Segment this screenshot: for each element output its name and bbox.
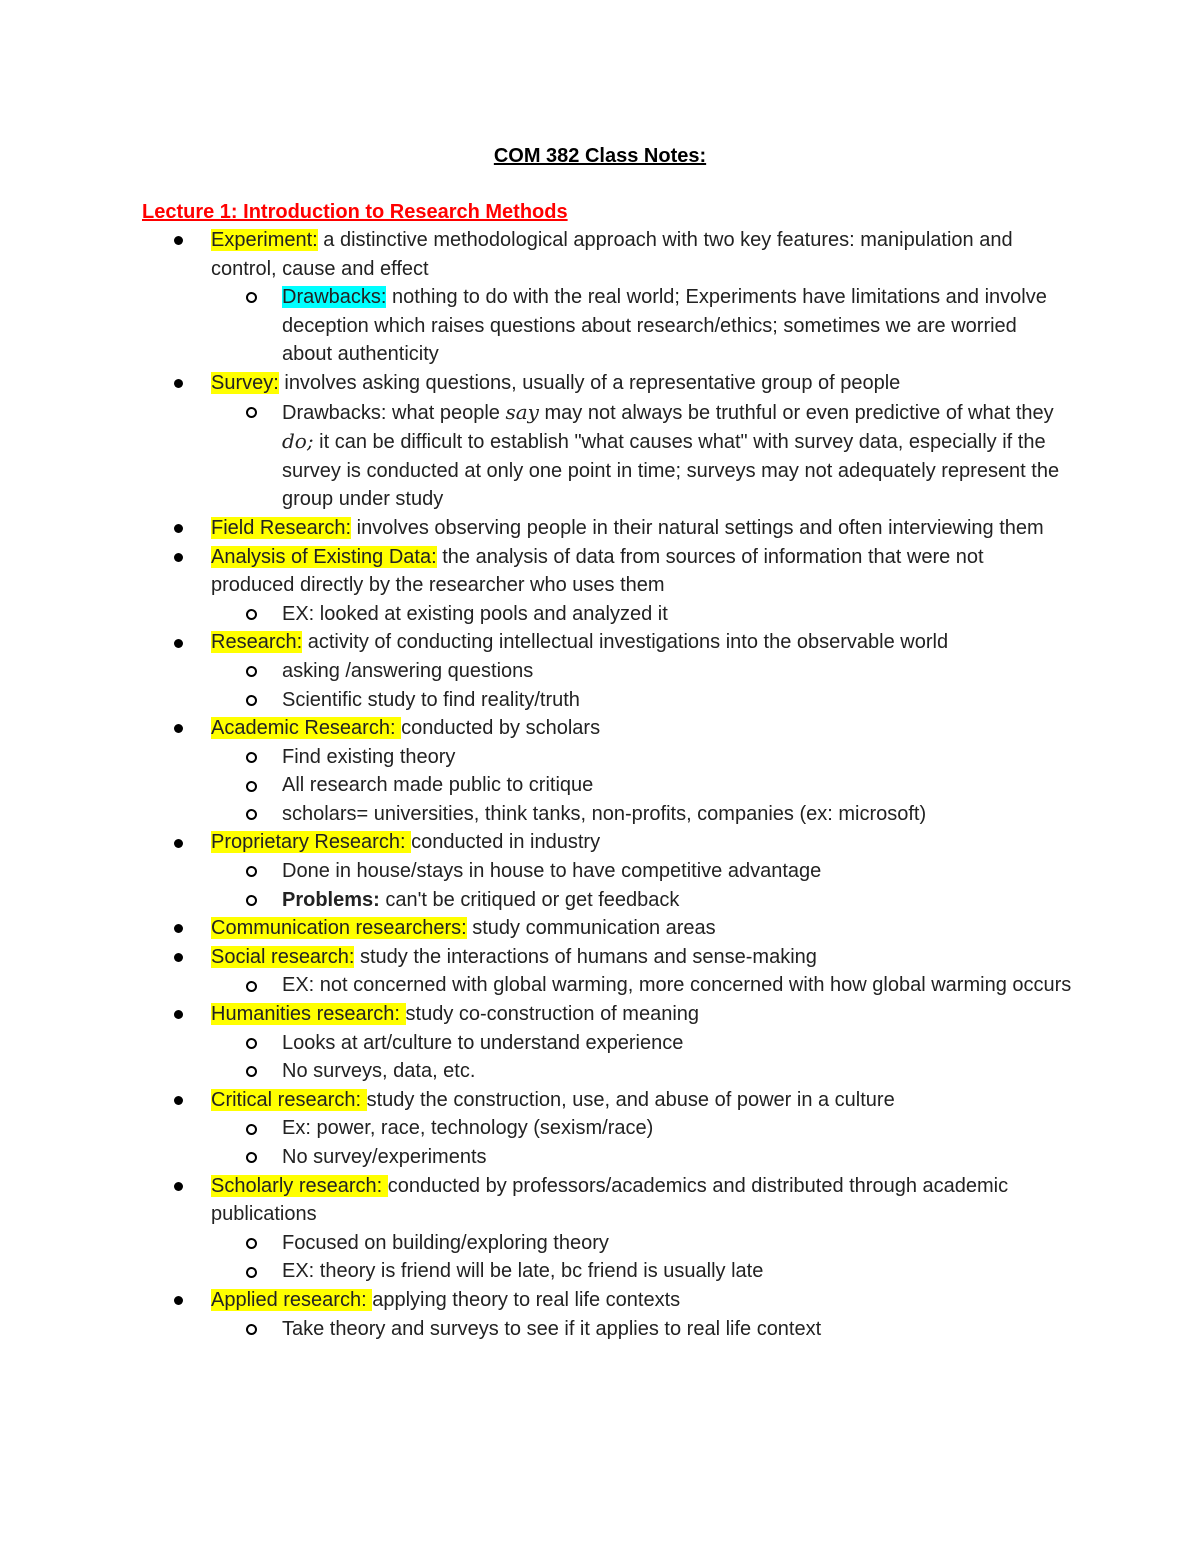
hollow-bullet-icon (246, 1114, 257, 1143)
item-text: applying theory to real life contexts (372, 1288, 681, 1311)
hollow-bullet-icon (246, 600, 257, 629)
bullet-item (0, 1086, 1071, 1115)
bullet-item (0, 914, 1071, 943)
item-text: conducted in industry (411, 831, 601, 854)
item-text: involves asking questions, usually of a representative group of people (278, 371, 901, 394)
item-text: may not always be truthful or even predictive of what they (538, 401, 1054, 424)
term-highlight: Drawbacks: (282, 286, 387, 309)
item-text: can't be critiqued or get feedback (379, 888, 680, 911)
item-text: EX: looked at existing pools and analyzed it (282, 602, 668, 625)
emphasis-text: do; (282, 429, 314, 454)
bullet-item (0, 1172, 1071, 1229)
sub-bullet-item (0, 743, 1072, 772)
bullet-item (0, 714, 1071, 743)
hollow-bullet-icon (246, 1229, 257, 1258)
filled-bullet-icon (174, 514, 183, 543)
sub-bullet-item (0, 771, 1072, 800)
item-text: it can be difficult to establish "what causes what" with survey data, especially if the survey is conducted at only one point in time; surveys may not adequately represent the group under study (282, 431, 1060, 511)
filled-bullet-icon (174, 1172, 183, 1201)
sub-bullet-item (0, 1057, 1072, 1086)
sub-bullet-item (0, 600, 1072, 629)
item-text: Take theory and surveys to see if it applies to real life context (282, 1317, 822, 1340)
item-text: asking /answering questions (282, 659, 534, 682)
hollow-bullet-icon (246, 886, 257, 915)
item-text: scholars= universities, think tanks, non-profits, companies (ex: microsoft) (282, 802, 927, 825)
item-text: study the interactions of humans and sense-making (354, 945, 817, 968)
item-text: All research made public to critique (282, 774, 594, 797)
sub-bullet-item (0, 1114, 1072, 1143)
term-highlight: Research: (211, 631, 303, 654)
sub-bullet-item (0, 1143, 1072, 1172)
hollow-bullet-icon (246, 283, 257, 312)
filled-bullet-icon (174, 226, 183, 255)
bold-label: Problems: (282, 888, 380, 911)
term-highlight: Survey: (211, 371, 279, 394)
item-text: No surveys, data, etc. (282, 1060, 476, 1083)
item-text: nothing to do with the real world; Experiments have limitations and involve deception which raises questions about research/ethics; sometimes we are worried about authenticity (282, 286, 1047, 366)
sub-bullet-item (0, 686, 1072, 715)
term-highlight: Proprietary Research: (211, 831, 412, 854)
hollow-bullet-icon (246, 1257, 257, 1286)
hollow-bullet-icon (246, 771, 257, 800)
bullet-item (0, 1000, 1071, 1029)
term-highlight: Critical research: (211, 1088, 367, 1111)
item-text: the analysis of data from sources of information that were not produced directly by the researcher who uses them (211, 545, 984, 597)
term-highlight: Academic Research: (211, 717, 402, 740)
term-highlight: Scholarly research: (211, 1174, 388, 1197)
filled-bullet-icon (174, 1086, 183, 1115)
hollow-bullet-icon (246, 857, 257, 886)
document-title: COM 382 Class Notes: (493, 145, 707, 167)
item-text: Find existing theory (282, 745, 456, 768)
sub-bullet-item (0, 1257, 1072, 1286)
hollow-bullet-icon (246, 800, 257, 829)
emphasis-text: say (505, 399, 539, 424)
sub-bullet-item (0, 1029, 1072, 1058)
bullet-item (0, 828, 1071, 857)
hollow-bullet-icon (246, 1057, 257, 1086)
hollow-bullet-icon (246, 686, 257, 715)
sub-bullet-item (0, 398, 1072, 514)
item-text: Ex: power, race, technology (sexism/race) (282, 1117, 654, 1140)
term-highlight: Communication researchers: (211, 917, 467, 940)
term-highlight: Experiment: (211, 229, 318, 251)
item-text: EX: not concerned with global warming, more concerned with how global warming occurs (282, 974, 1072, 997)
sub-bullet-item (0, 1229, 1072, 1258)
item-text: activity of conducting intellectual investigations into the observable world (302, 631, 949, 654)
filled-bullet-icon (174, 943, 183, 972)
term-highlight: Humanities research: (211, 1003, 406, 1026)
term-highlight: Field Research: (211, 516, 352, 539)
item-text: study co-construction of meaning (405, 1003, 700, 1026)
sub-bullet-item (0, 800, 1072, 829)
hollow-bullet-icon (246, 971, 257, 1000)
item-text: conducted by professors/academics and distributed through academic publications (211, 1174, 1009, 1226)
item-text: Done in house/stays in house to have competitive advantage (282, 860, 822, 883)
filled-bullet-icon (174, 914, 183, 943)
filled-bullet-icon (174, 828, 183, 857)
section-heading: Lecture 1: Introduction to Research Methods (142, 201, 568, 223)
term-highlight: Social research: (211, 945, 355, 968)
hollow-bullet-icon (246, 657, 257, 686)
filled-bullet-icon (174, 369, 183, 398)
sub-bullet-item (0, 886, 1072, 915)
bullet-item (0, 226, 1071, 283)
filled-bullet-icon (174, 628, 183, 657)
filled-bullet-icon (174, 1000, 183, 1029)
notes-list (0, 226, 1200, 1343)
item-text: Scientific study to find reality/truth (282, 688, 580, 711)
item-text: study the construction, use, and abuse of power in a culture (366, 1088, 895, 1111)
bullet-item (0, 628, 1071, 657)
term-highlight: Analysis of Existing Data: (211, 545, 437, 568)
bullet-item (0, 943, 1071, 972)
bullet-item (0, 1286, 1071, 1315)
item-text: No survey/experiments (282, 1146, 487, 1168)
item-text: Focused on building/exploring theory (282, 1231, 609, 1254)
item-text: Drawbacks: what people (282, 401, 506, 424)
hollow-bullet-icon (246, 1029, 257, 1058)
hollow-bullet-icon (246, 398, 257, 427)
sub-bullet-item (0, 971, 1072, 1000)
filled-bullet-icon (174, 714, 183, 743)
hollow-bullet-icon (246, 1143, 257, 1172)
term-highlight: Applied research: (211, 1288, 373, 1311)
filled-bullet-icon (174, 1286, 183, 1315)
item-text: involves observing people in their natural settings and often interviewing them (351, 516, 1044, 539)
hollow-bullet-icon (246, 743, 257, 772)
filled-bullet-icon (174, 543, 183, 572)
bullet-item (0, 369, 1071, 398)
hollow-bullet-icon (246, 1315, 257, 1344)
sub-bullet-item (0, 1315, 1072, 1344)
bullet-item (0, 514, 1071, 543)
sub-bullet-item (0, 283, 1072, 369)
sub-bullet-item (0, 657, 1072, 686)
sub-bullet-item (0, 857, 1072, 886)
item-text: study communication areas (466, 917, 716, 940)
item-text: Looks at art/culture to understand experience (282, 1031, 684, 1054)
bullet-item (0, 543, 1071, 600)
item-text: a distinctive methodological approach with two key features: manipulation and control, cause and effect (211, 229, 1013, 280)
item-text: EX: theory is friend will be late, bc friend is usually late (282, 1260, 764, 1283)
item-text: conducted by scholars (401, 717, 601, 740)
